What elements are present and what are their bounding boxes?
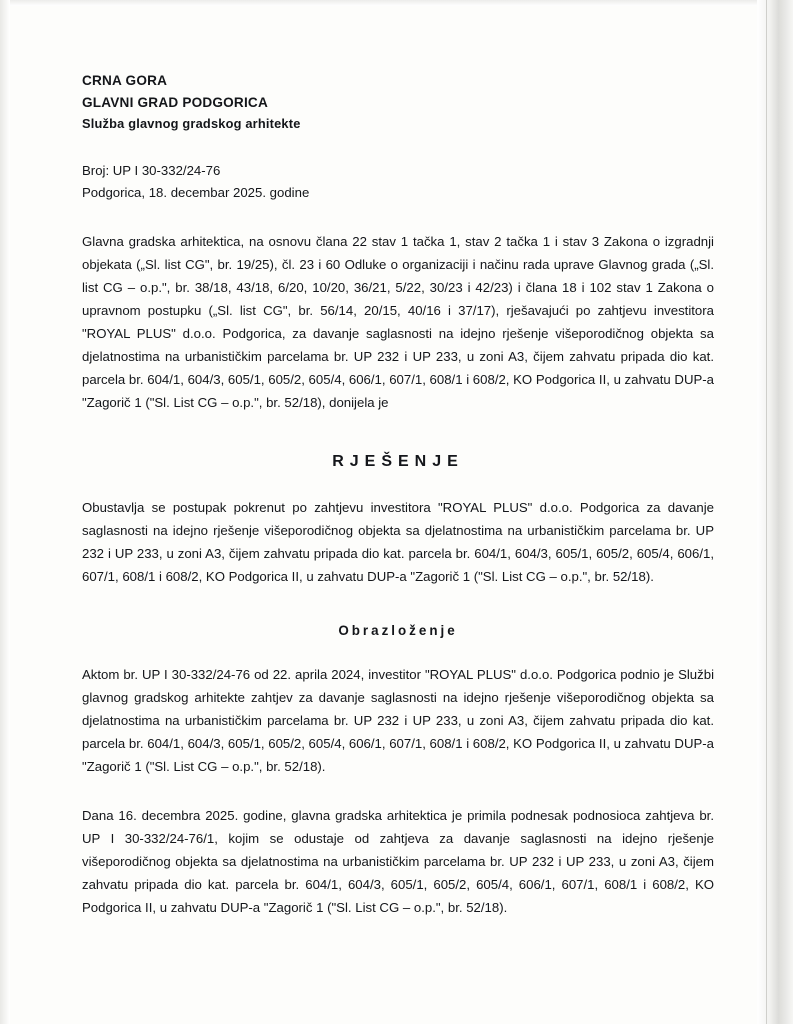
page-top-edge-shadow [0,0,793,6]
page-left-edge-shadow [0,0,10,1024]
document-number: Broj: UP I 30-332/24-76 [82,162,221,178]
explanation-paragraph-2: Dana 16. decembra 2025. godine, glavna gradska arhitektica je primila podnesak podnosioca zahtjeva br. UP I 30-332/24-76/1, kojim se odustaje od zahtjeva za davanje saglasnosti na idejno rješenje višeporodičnog objekta sa djelatnostima na urbanističkim parcelama br. UP 232 i UP 233, u zoni A3, čijem zahvatu pripada dio kat. parcela br. 604/1, 604/3, 605/1, 605/2, 605/4, 606/1, 607/1, 608/1 i 608/2, KO Podgorica II, u zahvatu DUP-a "Zagorič 1 ("Sl. List CG – o.p.", br. 52/18). [82,807,714,915]
page-right-edge-line [766,0,767,1024]
decision-body-paragraph: Obustavlja se postupak pokrenut po zahtjevu investitora "ROYAL PLUS" d.o.o. Podgorica za davanje saglasnosti na idejno rješenje višeporodičnog objekta sa djelatnostima na urbanističkim parcelama br. UP 232 i UP 233, u zoni A3, čijem zahvatu pripada dio kat. parcela br. 604/1, 604/3, 605/1, 605/2, 605/4, 606/1, 607/1, 608/1 i 608/2, KO Podgorica II, u zahvatu DUP-a "Zagorič 1 ("Sl. List CG – o.p.", br. 52/18). [82,499,714,584]
decision-title: RJEŠENJE [332,452,464,470]
document-meta [82,160,714,205]
letterhead-city: GLAVNI GRAD PODGORICA [82,95,268,111]
explanation-title: Obrazloženje [338,622,458,638]
letterhead [82,70,714,135]
document-place-date: Podgorica, 18. decembar 2025. godine [82,185,310,201]
preamble-paragraph: Glavna gradska arhitektica, na osnovu člana 22 stav 1 tačka 1, stav 2 tačka 1 i stav 3 Zakona o izgradnji objekata („Sl. list CG", br. 19/25), čl. 23 i 60 Odluke o organizaciji i načinu rada uprave Glavnog grada („Sl. list CG – o.p.", br. 38/18, 43/18, 6/20, 10/20, 36/21, 5/22, 30/23 i 42/23) i člana 18 i 102 stav 1 Zakona o upravnom postupku („Sl. list CG", br. 56/14, 20/15, 40/16 i 37/17), rješavajući po zahtjevu investitora "ROYAL PLUS" d.o.o. Podgorica, za davanje saglasnosti na idejno rješenje višeporodičnog objekta sa djelatnostima na urbanističkim parcelama br. UP 232 i UP 233, u zoni A3, čijem zahvatu pripada dio kat. parcela br. 604/1, 604/3, 605/1, 605/2, 605/4, 606/1, 607/1, 608/1 i 608/2, KO Podgorica II, u zahvatu DUP-a "Zagorič 1 ("Sl. List CG – o.p.", br. 52/18), donijela je [82,234,714,410]
explanation-paragraph-1: Aktom br. UP I 30-332/24-76 od 22. aprila 2024, investitor "ROYAL PLUS" d.o.o. Podgorica podnio je Službi glavnog gradskog arhitekte zahtjev za davanje saglasnosti na idejno rješenje višeporodičnog objekta sa djelatnostima na urbanističkim parcelama br. UP 232 i UP 233, u zoni A3, čijem zahvatu pripada dio kat. parcela br. 604/1, 604/3, 605/1, 605/2, 605/4, 606/1, 607/1, 608/1 i 608/2, KO Podgorica II, u zahvatu DUP-a "Zagorič 1 ("Sl. List CG – o.p.", br. 52/18). [82,666,714,774]
page-right-edge-shadow [757,0,793,1024]
document-content [82,70,714,919]
letterhead-department: Služba glavnog gradskog arhitekte [82,116,301,132]
letterhead-country: CRNA GORA [82,73,168,88]
